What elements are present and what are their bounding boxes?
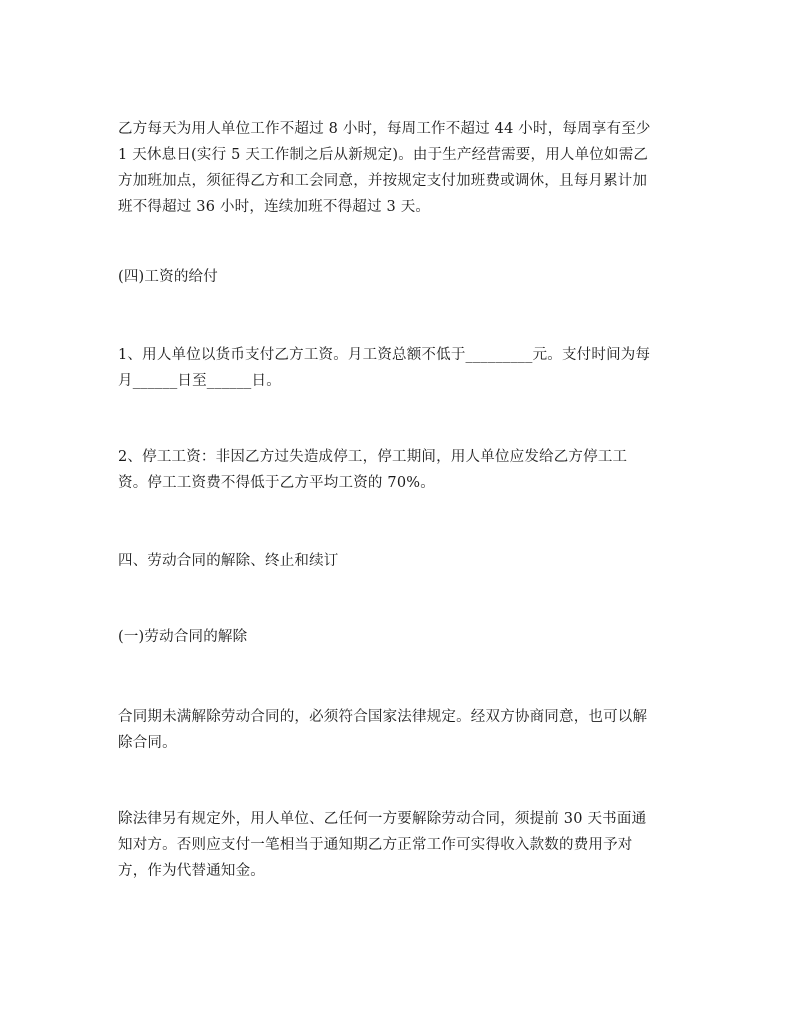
- paragraph-overtime-rules: [118, 116, 678, 220]
- paragraph-wage-item-1: [118, 342, 678, 394]
- text-line: 班不得超过 36 小时，连续加班不得超过 3 天。: [118, 199, 431, 215]
- text-line: 知对方。否则应支付一笔相当于通知期乙方正常工作可实得收入款数的费用予对: [118, 837, 633, 853]
- text-line: 除法律另有规定外，用人单位、乙任何一方要解除劳动合同，须提前 30 天书面通: [118, 811, 647, 827]
- text-line: 月______日至______日。: [118, 373, 281, 389]
- text-line: 2、停工工资：非因乙方过失造成停工，停工期间，用人单位应发给乙方停工工: [118, 449, 628, 465]
- paragraph-termination-1: [118, 704, 678, 756]
- paragraph-termination-2: [118, 806, 678, 884]
- text-line: 除合同。: [118, 735, 177, 751]
- text-line: 资。停工工资费不得低于乙方平均工资的 70%。: [118, 475, 435, 491]
- section-four-heading: [118, 548, 678, 574]
- text-line: 乙方每天为用人单位工作不超过 8 小时，每周工作不超过 44 小时，每周享有至少: [118, 121, 651, 137]
- text-line: (一)劳动合同的解除: [118, 629, 248, 645]
- text-line: 方，作为代替通知金。: [118, 863, 265, 879]
- heading-wage-payment: [118, 264, 678, 290]
- text-line: 1、用人单位以货币支付乙方工资。月工资总额不低于_________元。支付时间为每: [118, 347, 651, 363]
- text-line: 方加班加点，须征得乙方和工会同意，并按规定支付加班费或调休，且每月累计加: [118, 173, 648, 189]
- heading-contract-termination: [118, 624, 678, 650]
- text-line: 四、劳动合同的解除、终止和续订: [118, 553, 339, 569]
- paragraph-wage-item-2: [118, 444, 678, 496]
- text-line: 1 天休息日(实行 5 天工作制之后从新规定)。由于生产经营需要，用人单位如需乙: [118, 147, 649, 163]
- text-line: 合同期未满解除劳动合同的，必须符合国家法律规定。经双方协商同意，也可以解: [118, 709, 648, 725]
- text-line: (四)工资的给付: [118, 269, 218, 285]
